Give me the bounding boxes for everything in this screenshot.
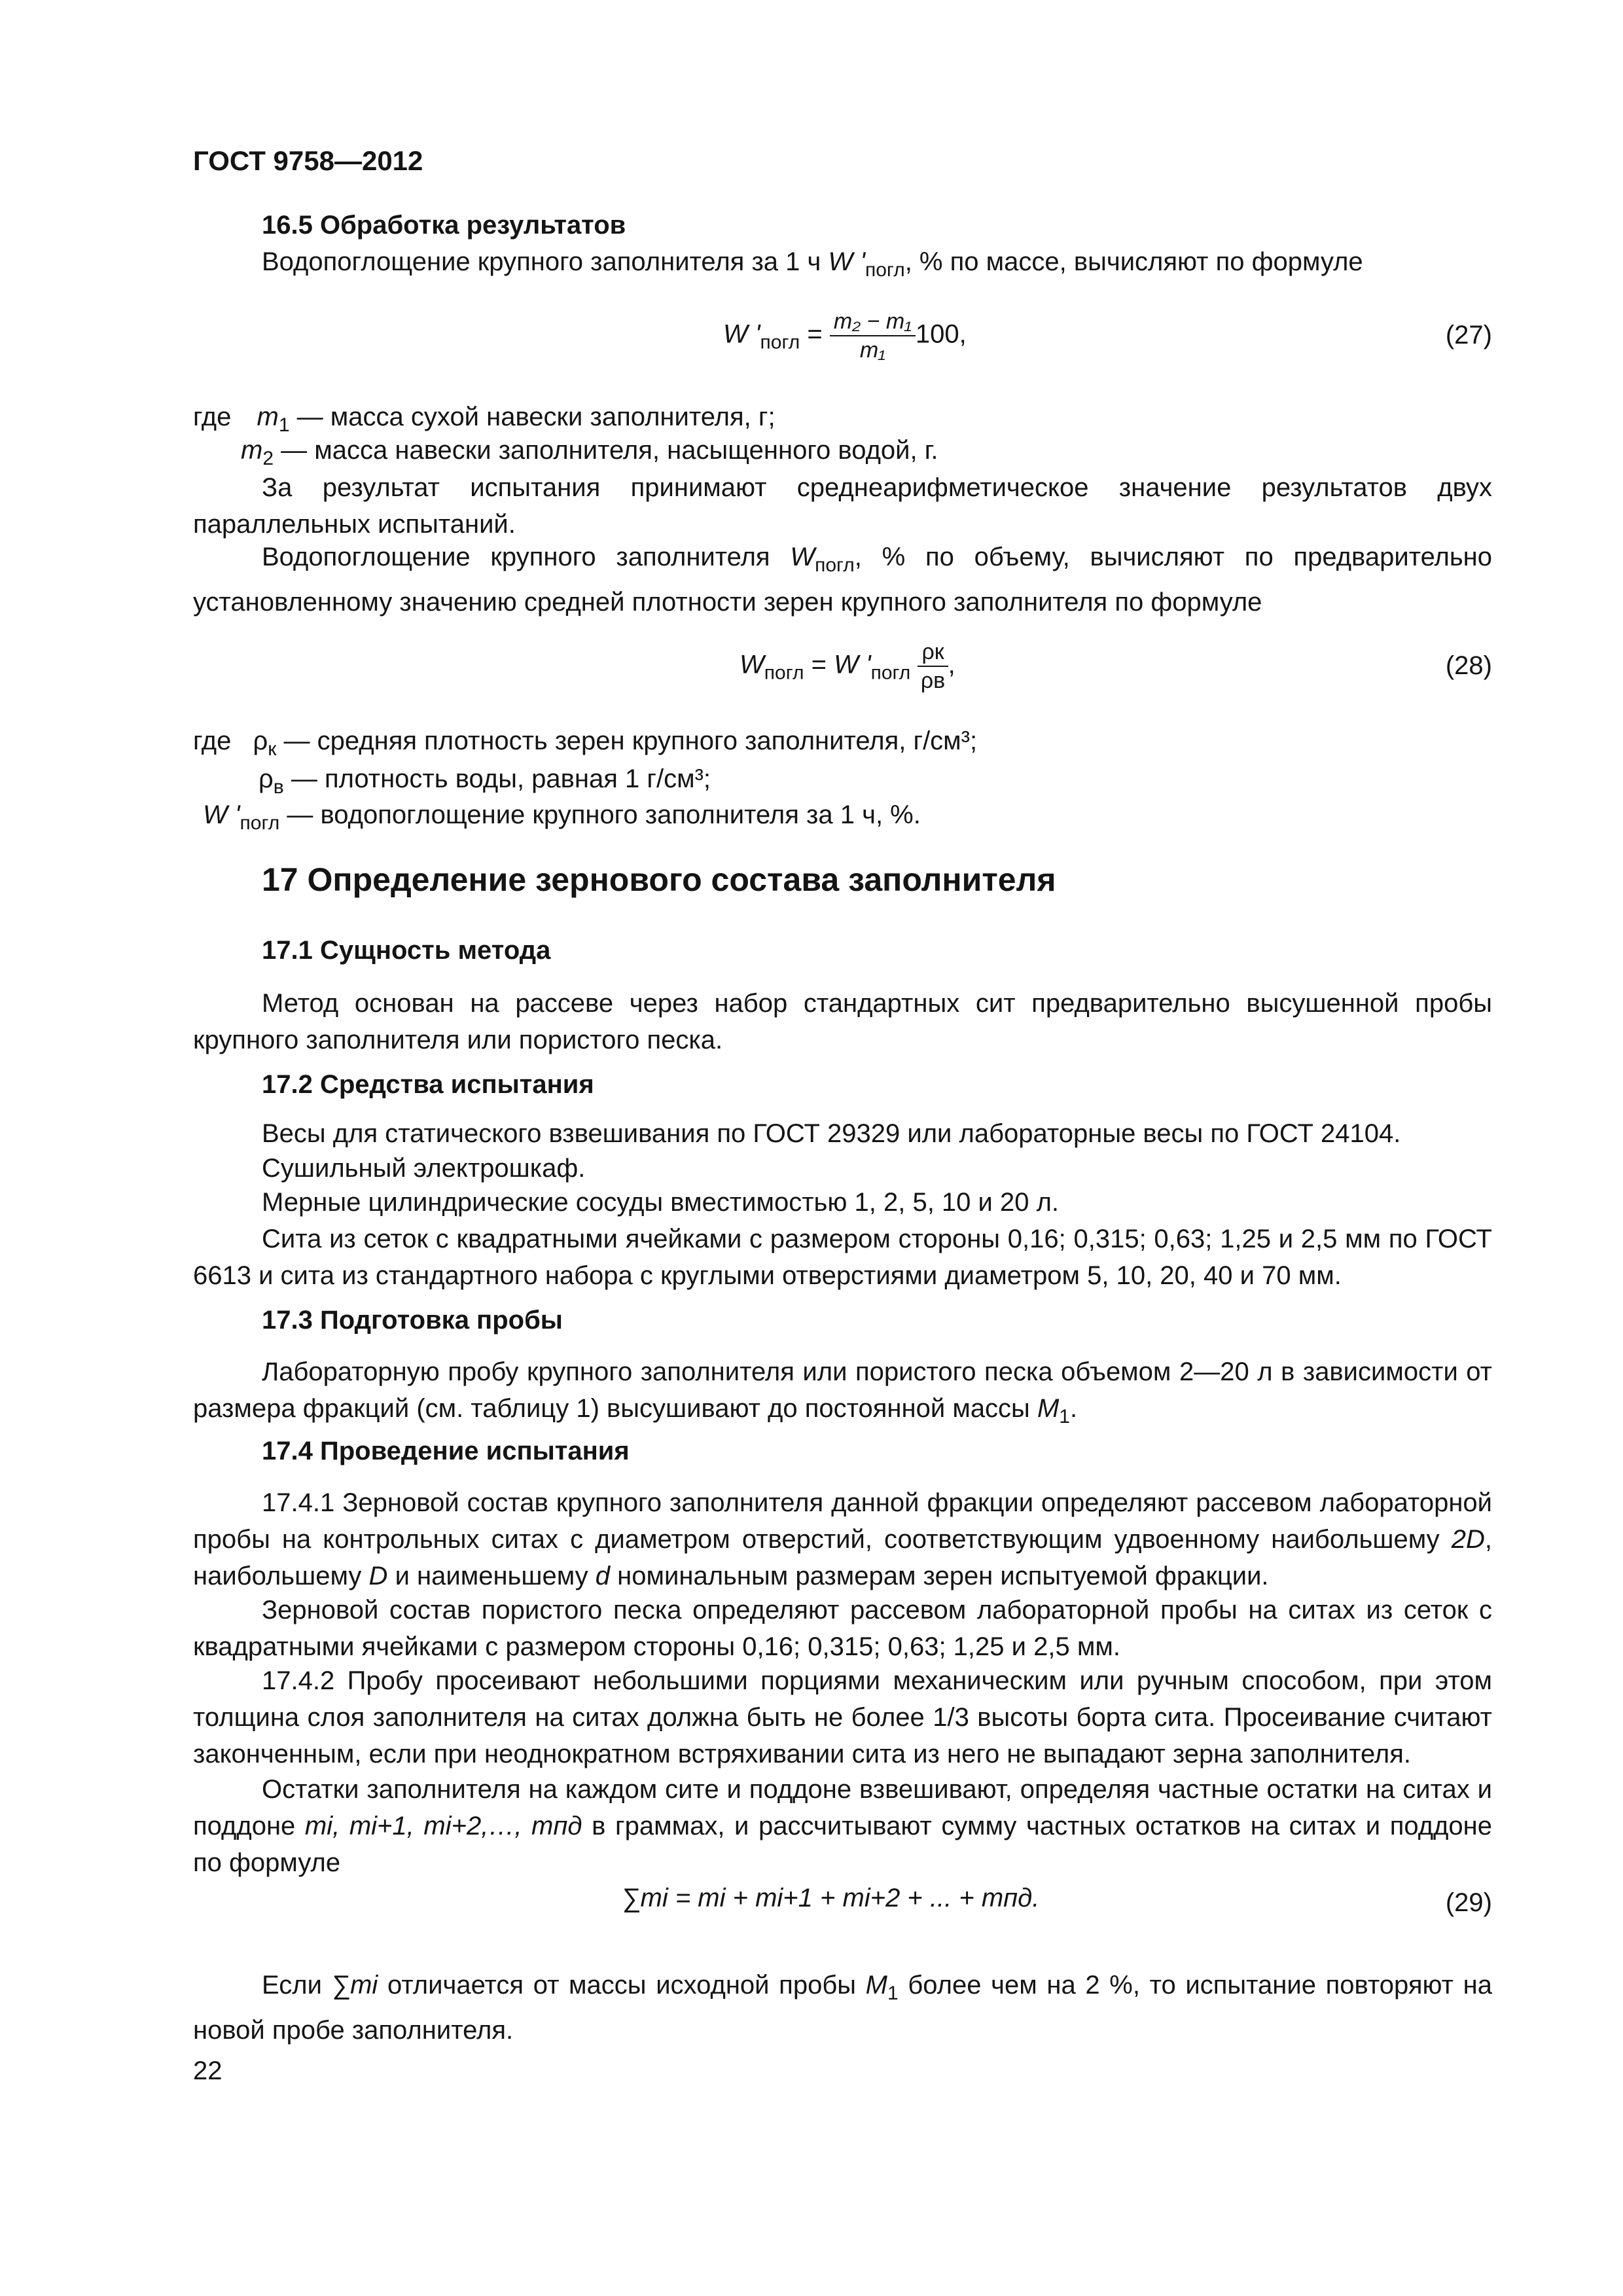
paragraph-17-4-2c: Если ∑mi отличается от массы исходной пробы $M_1$ более чем на 2 %, то испытание повторяют на новой пробе заполнителя. [193, 1971, 1492, 2045]
equation-28-number: (28) [1445, 651, 1492, 680]
section-17-1-title: 17.1 Сущность метода [262, 936, 551, 965]
equation-28: $W_{погл} = W$ '$_{погл}$ $\frac{\rho к}{\rho в}$ , [740, 639, 955, 693]
document-header: ГОСТ 9758—2012 [193, 145, 423, 176]
paragraph-16-5-2: За результат испытания принимают среднеарифметическое значение результатов двух параллельных испытаний. [193, 473, 1492, 539]
paragraph-17-4-1b: Зерновой состав пористого песка определяют рассевом лабораторной пробы на ситах из сеток с квадратными ячейками с размером стороны 0,16; 0,315; 0,63; 1,25 и 2,5 мм. [193, 1596, 1492, 1661]
paragraph-17-1: Метод основан на рассеве через набор стандартных сит предварительно высушенной пробы крупного заполнителя или пористого песка. [193, 989, 1492, 1054]
paragraph-17-4-2b: Остатки заполнителя на каждом сите и поддоне взвешивают, определяя частные остатки на ситах и поддоне mi, mi+1, mi+2,…, mпд в граммах, и рассчитывают сумму частных остатков на ситах и поддоне по формуле [193, 1775, 1492, 1877]
section-16-5-title: 16.5 Обработка результатов [262, 211, 626, 240]
equation-29-number: (29) [1445, 1888, 1492, 1917]
page-number: 22 [193, 2056, 223, 2085]
where-item-w-pogl: W '$_{погл}$ — водопоглощение крупного заполнителя за 1 ч, %. [203, 800, 921, 834]
equipment-item-2: Сушильный электрошкаф. [262, 1154, 586, 1183]
paragraph-16-5-3: Водопоглощение крупного заполнителя $W_{погл}$, % по объему, вычисляют по предварительно установленному значению средней плотности зерен крупного заполнителя по формуле [193, 543, 1492, 617]
where-item-m1: где $m_1$ — масса сухой навески заполнителя, г; [193, 403, 776, 436]
equation-29: ∑mi = mi + mi+1 + mi+2 + ... + mпд. [622, 1884, 1040, 1912]
paragraph-16-5-1: Водопоглощение крупного заполнителя за 1 ч W '$_{погл}$, % по массе, вычисляют по формуле [262, 247, 1363, 281]
equipment-item-1: Весы для статического взвешивания по ГОСТ 29329 или лабораторные весы по ГОСТ 24104. [262, 1119, 1401, 1148]
paragraph-17-3: Лабораторную пробу крупного заполнителя или пористого песка объемом 2—20 л в зависимости от размера фракций (см. таблицу 1) высушивают до постоянной массы $M_1$. [193, 1357, 1492, 1427]
paragraph-17-2-sieves: Сита из сеток с квадратными ячейками с размером стороны 0,16; 0,315; 0,63; 1,25 и 2,5 мм по ГОСТ 6613 и сита из стандартного набора с круглыми отверстиями диаметром 5, 10, 20, 40 и 70 мм. [193, 1225, 1492, 1290]
equation-27: W '$_{погл}$ = $\frac{\text{m₂ − m₁}}{\text{m₁}}$ 100, [723, 309, 967, 363]
section-17-2-title: 17.2 Средства испытания [262, 1070, 594, 1099]
where-item-rho-k: где $\rho_к$ — средняя плотность зерен крупного заполнителя, г/см³; [193, 726, 978, 760]
section-17-title: 17 Определение зернового состава заполнителя [262, 861, 1056, 898]
section-17-4-title: 17.4 Проведение испытания [262, 1437, 630, 1465]
section-17-3-title: 17.3 Подготовка пробы [262, 1306, 563, 1335]
paragraph-17-4-1: 17.4.1 Зерновой состав крупного заполнителя данной фракции определяют рассевом лабораторной пробы на контрольных ситах с диаметром отверстий, соответствующим удвоенному наибольшему 2D, наибольшему D и наименьшему d номинальным размерам зерен испытуемой фракции. [193, 1488, 1492, 1590]
paragraph-17-4-2: 17.4.2 Пробу просеивают небольшими порциями механическим или ручным способом, при этом толщина слоя заполнителя на ситах должна быть не более 1/3 высоты борта сита. Просеивание считают законченным, если при неоднократном встряхивании сита из него не выпадают зерна заполнителя. [193, 1666, 1492, 1768]
equation-27-number: (27) [1445, 321, 1492, 350]
where-item-rho-v: $\rho_в$ — плотность воды, равная 1 г/см³; [259, 764, 711, 798]
equipment-item-3: Мерные цилиндрические сосуды вместимостью 1, 2, 5, 10 и 20 л. [262, 1188, 1060, 1217]
where-item-m2: $m_2$ — масса навески заполнителя, насыщенного водой, г. [241, 436, 938, 469]
